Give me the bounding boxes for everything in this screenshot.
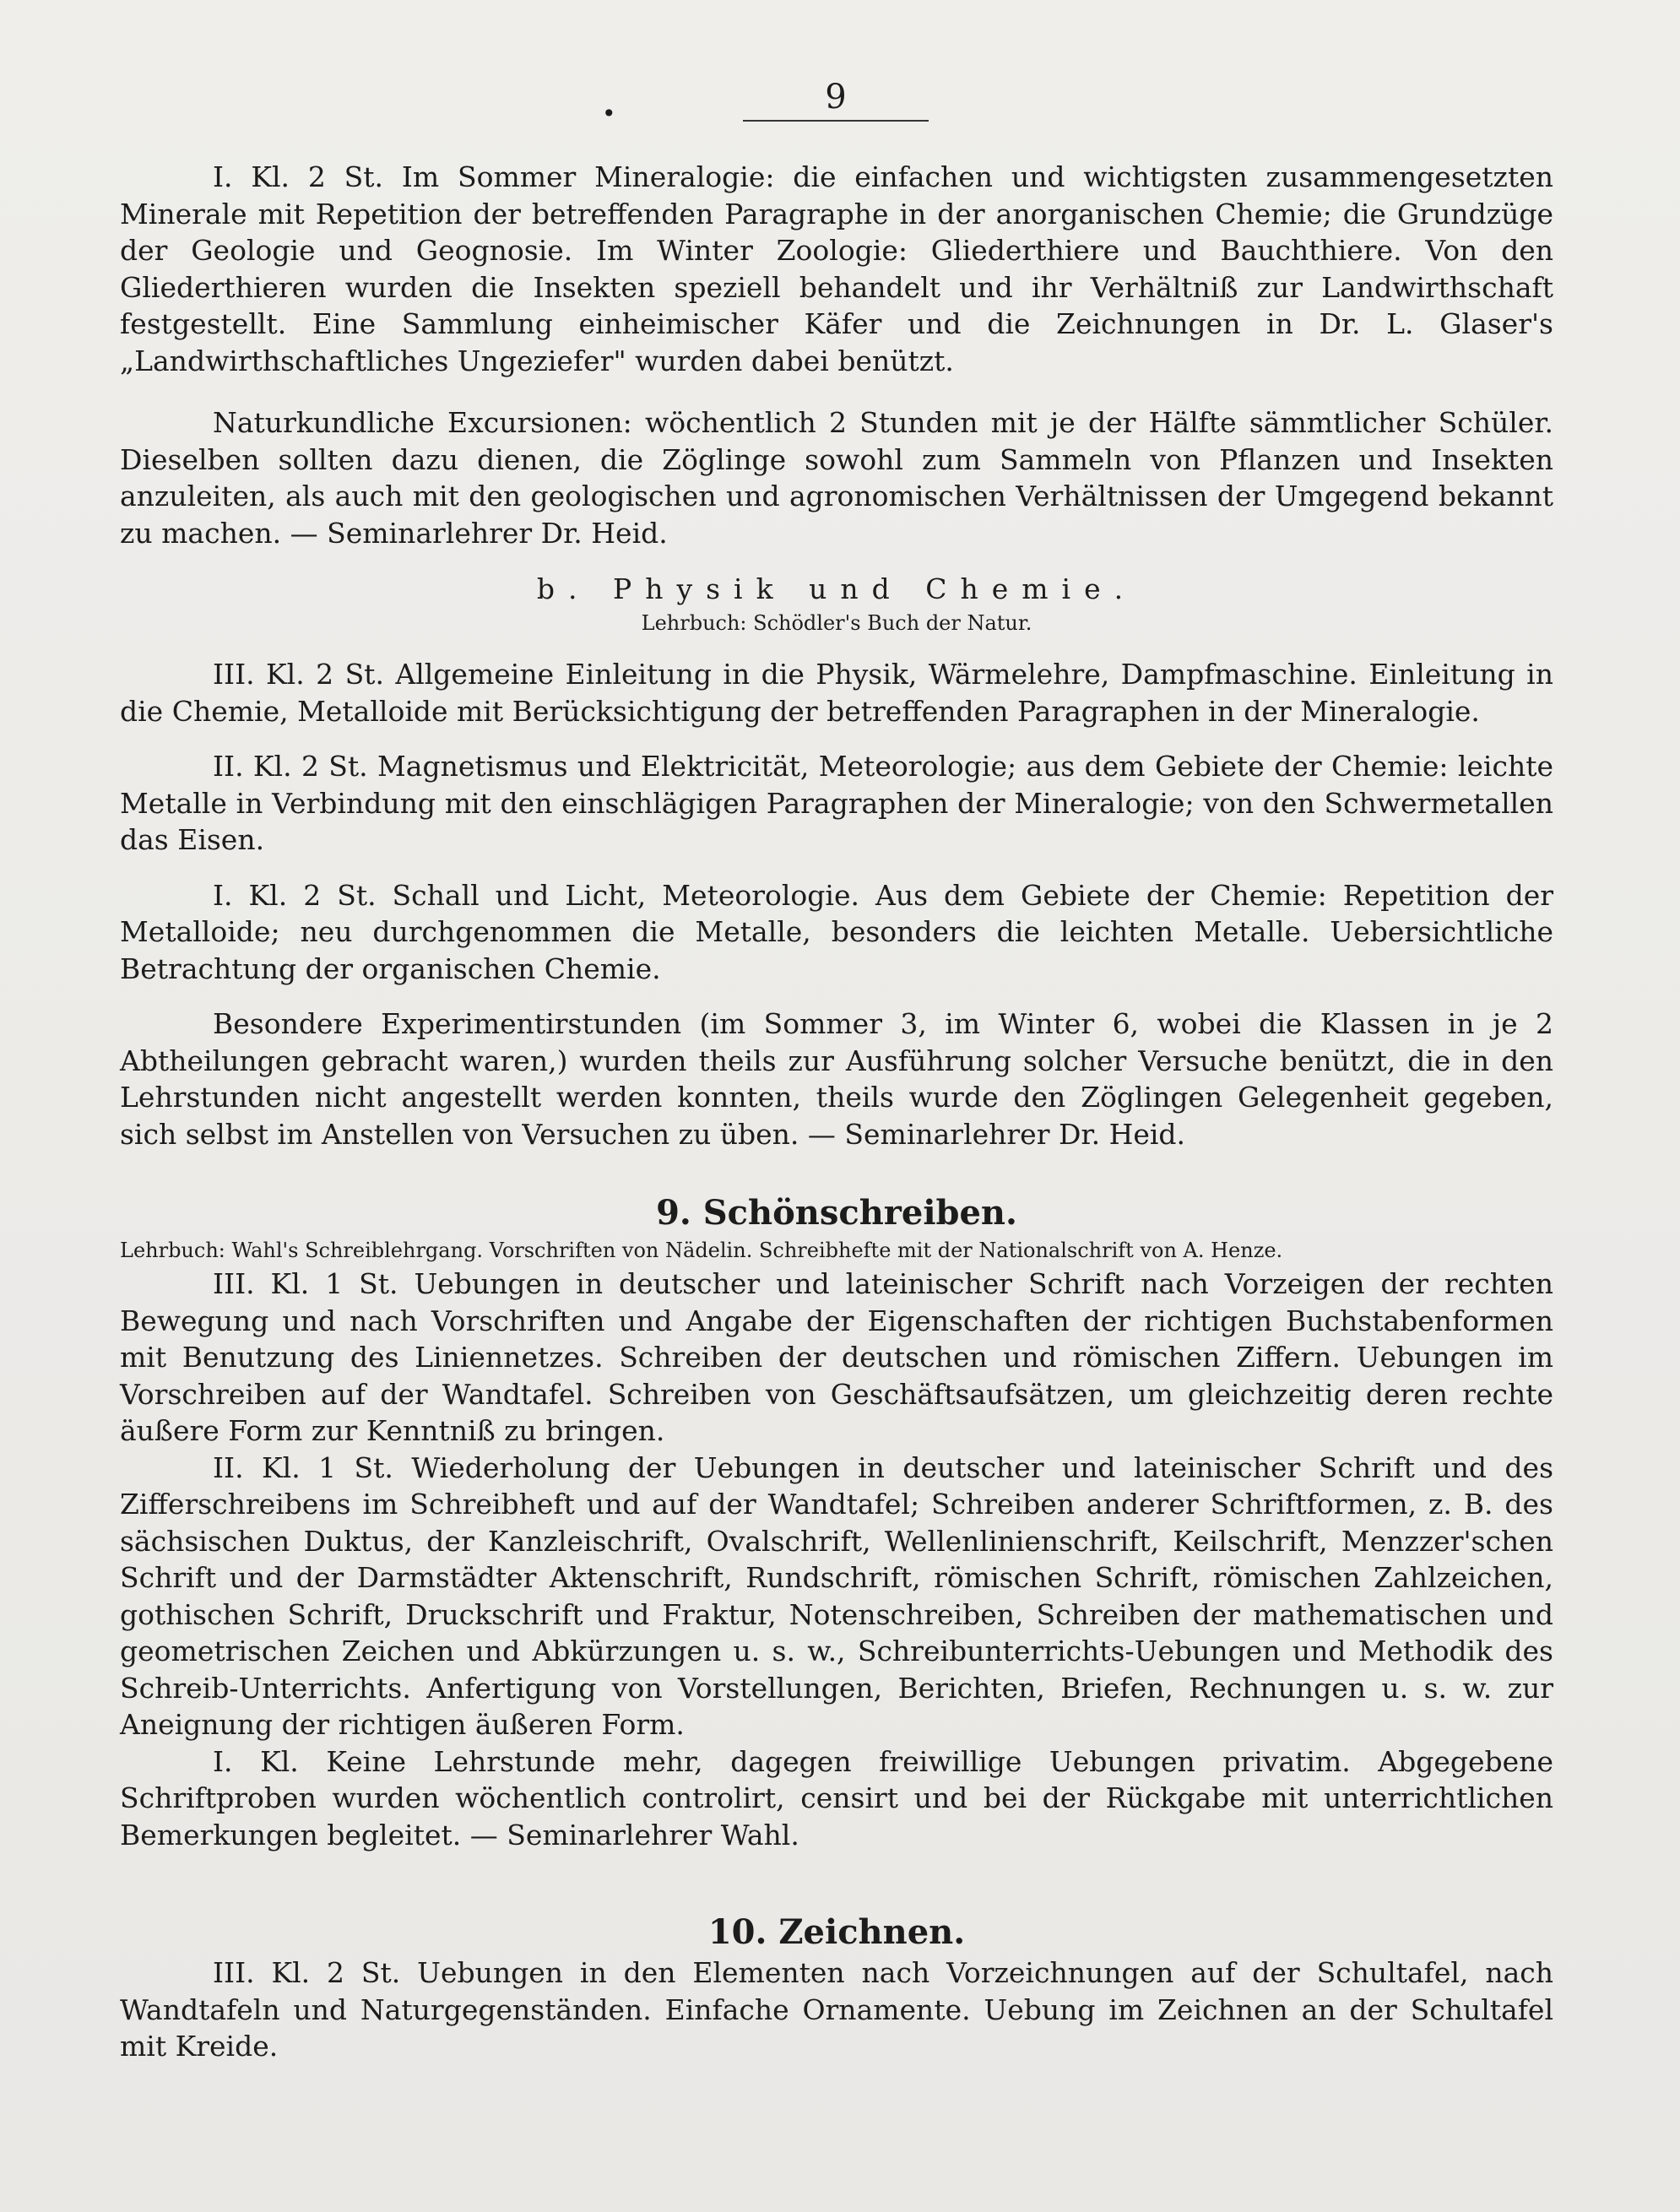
- paragraph: I. Kl. Keine Lehrstunde mehr, dagegen freiwillige Uebungen privatim. Abgegebene Schriftproben wurden wöchentlich controlirt, censirt und bei der Rückgabe mit unterrichtlichen Bemerkungen begleitet. — Seminarlehrer Wahl.: [120, 1744, 1553, 1851]
- ink-speck: •: [602, 100, 616, 127]
- paragraph: III. Kl. 1 St. Uebungen in deutscher und lateinischer Schrift nach Vorzeigen der rechten Bewegung und nach Vorschriften und Angabe der Eigenschaften der richtigen Buchstabenformen mit Benutzung des Liniennetzes. Schreiben der deutschen und römischen Ziffern. Uebungen im Vorschreiben auf der Wandtafel. Schreiben von Geschäftsaufsätzen, um gleichzeitig deren rechte äußere Form zur Kenntniß zu bringen.: [120, 1267, 1553, 1447]
- paragraph: III. Kl. 2 St. Uebungen in den Elementen nach Vorzeichnungen auf der Schultafel, nach Wandtafeln und Naturgegenständen. Einfache Ornamente. Uebung im Zeichnen an der Schultafel mit Kreide.: [120, 1956, 1553, 2063]
- paragraph: I. Kl. 2 St. Im Sommer Mineralogie: die einfachen und wichtigsten zusammengesetzten Minerale mit Repetition der betreffenden Paragraphe in der anorganischen Chemie; die Grundzüge der Geologie und Geognosie. Im Winter Zoologie: Gliederthiere und Bauchthiere. Von den Gliederthieren wurden die Insekten speziell behandelt und ihr Verhältniß zur Landwirthschaft festgestellt. Eine Sammlung einheimischer Käfer und die Zeichnungen in Dr. L. Glaser's „Landwirthschaftliches Ungeziefer" wurden dabei benützt.: [120, 160, 1553, 377]
- paragraph: II. Kl. 1 St. Wiederholung der Uebungen in deutscher und lateinischer Schrift und des Zifferschreibens im Schreibheft und auf der Wandtafel; Schreiben anderer Schriftformen, z. B. des sächsischen Duktus, der Kanzleischrift, Ovalschrift, Wellenlinienschrift, Keilschrift, Menzzer'schen Schrift und der Darmstädter Aktenschrift, Rundschrift, römischen Schrift, römischen Zahlzeichen, gothischen Schrift, Druckschrift und Fraktur, Notenschreiben, Schreiben der mathematischen und geometrischen Zeichen und Abkürzungen u. s. w., Schreibunterrichts-Uebungen und Methodik des Schreib-Unterrichts. Anfertigung von Vorstellungen, Berichten, Briefen, Rechnungen u. s. w. zur Aneignung der richtigen äußeren Form.: [120, 1450, 1553, 1741]
- paragraph: II. Kl. 2 St. Magnetismus und Elektricität, Meteorologie; aus dem Gebiete der Chemie: leichte Metalle in Verbindung mit den einschlägigen Paragraphen der Mineralogie; von den Schwermetallen das Eisen.: [120, 750, 1553, 856]
- section-heading: 10. Zeichnen.: [707, 1912, 966, 1952]
- paragraph: I. Kl. 2 St. Schall und Licht, Meteorologie. Aus dem Gebiete der Chemie: Repetition der Metalloide; neu durchgenommen die Metalle, besonders die leichten Metalle. Uebersichtliche Betrachtung der organischen Chemie.: [120, 878, 1553, 985]
- paragraph: Besondere Experimentirstunden (im Sommer 3, im Winter 6, wobei die Klassen in je 2 Abtheilungen gebracht waren,) wurden theils zur Ausführung solcher Versuche benützt, die in den Lehrstunden nicht angestellt werden konnten, theils wurde den Zöglingen Gelegenheit gegeben, sich selbst im Anstellen von Versuchen zu üben. — Seminarlehrer Dr. Heid.: [120, 1007, 1553, 1151]
- paragraph: Naturkundliche Excursionen: wöchentlich 2 Stunden mit je der Hälfte sämmtlicher Schüler. Dieselben sollten dazu dienen, die Zöglinge sowohl zum Sammeln von Pflanzen und Insekten anzuleiten, als auch mit den geologischen und agronomischen Verhältnissen der Umgegend bekannt zu machen. — Seminarlehrer Dr. Heid.: [120, 406, 1553, 550]
- paragraph: III. Kl. 2 St. Allgemeine Einleitung in die Physik, Wärmelehre, Dampfmaschine. Einleitung in die Chemie, Metalloide mit Berücksichtigung der betreffenden Paragraphen in der Mineralogie.: [120, 658, 1553, 728]
- section-subheading: b. Physik und Chemie.: [536, 572, 1137, 605]
- textbook-note: Lehrbuch: Wahl's Schreiblehrgang. Vorschriften von Nädelin. Schreibhefte mit der Nationalschrift von A. Henze.: [120, 1239, 1283, 1262]
- section-heading: 9. Schönschreiben.: [656, 1193, 1017, 1233]
- page-body: [120, 159, 1553, 2065]
- textbook-note: Lehrbuch: Schödler's Buch der Natur.: [641, 611, 1032, 635]
- page-number: 9: [743, 78, 929, 122]
